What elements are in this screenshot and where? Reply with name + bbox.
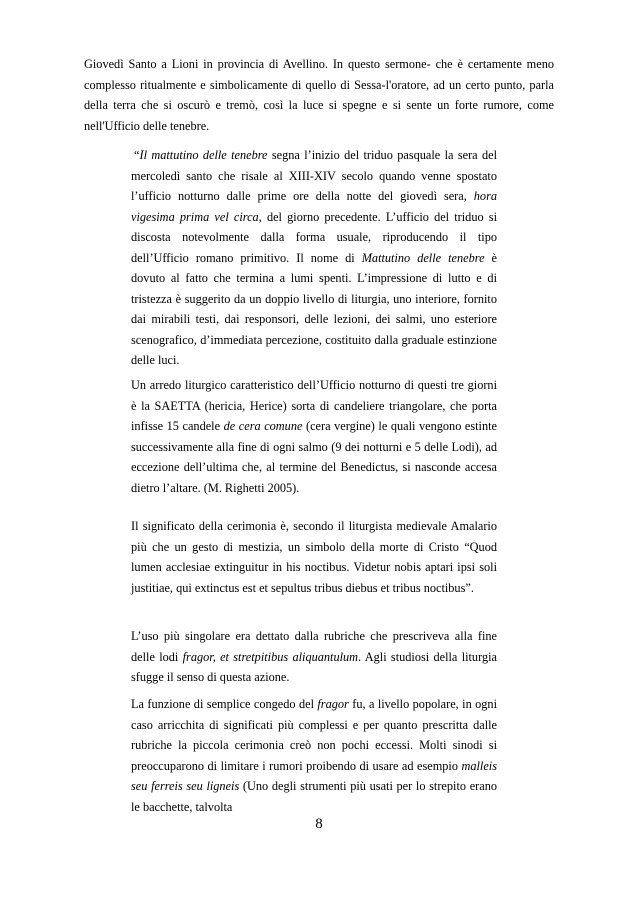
- quote-1-italic-title: Il mattutino delle tenebre: [139, 148, 268, 162]
- quote-4-text-1: L’uso più singolare era dettato dalla rubriche che prescriveva alla fine delle lodi: [131, 629, 497, 664]
- quote-paragraph-1: [131, 145, 497, 371]
- quote-4-italic: fragor, et stretpitibus aliquantulum: [182, 649, 359, 664]
- quote-paragraph-2: [131, 375, 497, 498]
- quote-1-italic-name: Mattutino delle tenebre: [361, 250, 485, 265]
- quote-5-italic-latin: malleis seu ferreis seu ligneis: [131, 758, 497, 793]
- quote-3-text: Il significato della cerimonia è, secondo il liturgista medievale Amalario più che un gesto di mestizia, un simbolo della morte di Cristo “Quod lumen acclesiae extinguitur in his noctibus. Videtur nobis aptari ipsi soli justitiae, qui extinctus est et sepultus tribus diebus et tribus noctibus”.: [131, 519, 497, 595]
- quote-1-text-3: è dovuto al fatto che termina a lumi spenti. L’impressione di lutto e di tristezza è suggerito da un doppio livello di liturgia, uno interiore, fornito dai mirabili testi, dai responsori, delle lezioni, dei salmi, uno esteriore scenografico, d’immediata percezione, costituito dalla graduale estinzione delle luci.: [131, 250, 497, 367]
- intro-text: Giovedì Santo a Lioni in provincia di Avellino. In questo sermone- che è certamente meno complesso ritualmente e simbolicamente di quello di Sessa-l'oratore, ad un certo punto, parla della terra che si oscurò e tremò, così la luce si spegne e si sente un forte rumore, come nell'Ufficio delle tenebre.: [84, 57, 554, 133]
- quote-2-text-2: (cera vergine) le quali vengono estinte successivamente alla fine di ogni salmo (9 dei notturni e 5 delle Lodi), ad eccezione dell’ultima che, al termine del Benedictus, si nasconde accesa dietro l’altare. (M. Righetti 2005).: [131, 419, 497, 495]
- quote-2-text-1: Un arredo liturgico caratteristico dell’Ufficio notturno di questi tre giorni è la SAETTA (hericia, Herice) sorta di candeliere triangolare, che porta infisse 15 candele: [131, 378, 497, 433]
- quote-5-text-1: La funzione di semplice congedo del: [131, 697, 318, 711]
- quote-paragraph-3: [131, 516, 497, 598]
- quote-1-text-2: , del giorno precedente. L’ufficio del triduo si discosta notevolmente dalla forma usuale, riproducendo il tipo dell’Ufficio romano primitivo. Il nome di: [131, 209, 497, 265]
- quote-5-italic-fragor: fragor: [317, 697, 349, 711]
- page-number: 8: [315, 816, 323, 832]
- quote-5-text-2: fu, a livello popolare, in ogni caso arricchita di significati più complessi e per quanto prescritta dalle rubriche la piccola cerimonia creò non pochi eccessi. Molti sinodi si preoccuparono di limitare i rumori proibendo di usare ad esempio: [131, 697, 497, 773]
- quote-1-open: “: [134, 148, 140, 162]
- quote-1-italic-latin: hora vigesima prima vel circa: [131, 189, 497, 224]
- quote-paragraph-4: [131, 626, 497, 688]
- quote-5-text-3: (Uno degli strumenti più usati per lo strepito erano le bacchette, talvolta: [131, 779, 498, 814]
- quote-paragraph-5: [131, 694, 497, 817]
- quote-2-italic: de cera comune: [223, 419, 303, 433]
- quote-1-text-1: segna l’inizio del triduo pasquale la sera del mercoledì santo che risale al XIII-XIV secolo quando venne spostato l’ufficio notturno dalle prime ore della notte del giovedì sera,: [131, 148, 497, 203]
- intro-paragraph: [84, 54, 554, 136]
- quote-4-text-2: . Agli studiosi della liturgia sfugge il senso di questa azione.: [131, 649, 497, 684]
